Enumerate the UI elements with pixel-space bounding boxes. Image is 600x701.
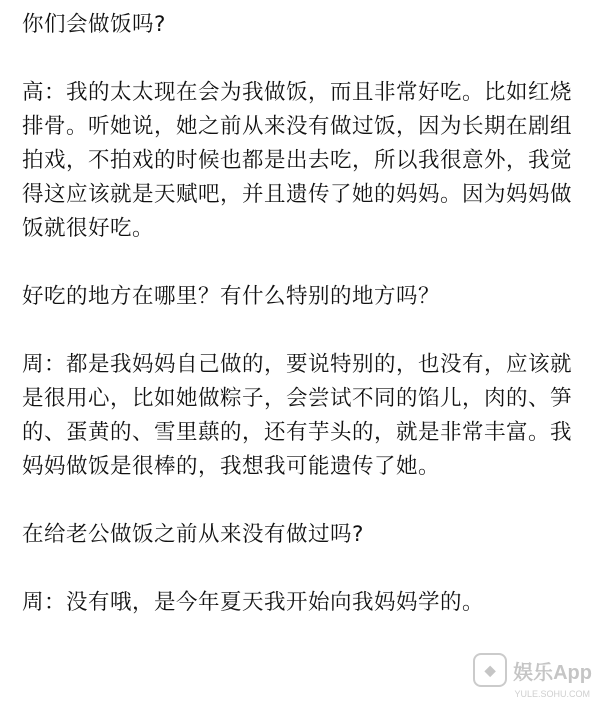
question-special: 好吃的地方在哪里？有什么特别的地方吗？: [22, 284, 441, 309]
watermark: [473, 653, 592, 687]
paragraph-gap: [22, 246, 582, 280]
paragraph-gap: [22, 314, 582, 348]
question-cooking: 你们会做饭吗?: [22, 12, 166, 37]
watermark-logo-icon: ◆: [473, 653, 507, 687]
question-before: 在给老公做饭之前从来没有做过吗?: [22, 522, 364, 547]
watermark-text: 娱乐App: [513, 661, 592, 684]
answer-gao: 高：我的太太现在会为我做饭，而且非常好吃。比如红烧排骨。听她说，她之前从来没有做过饭，因为长期在剧组拍戏，不拍戏的时候也都是出去吃，所以我很意外，我觉得这应该就是天赋吧，并且遗传了她的妈妈。因为妈妈做饭就很好吃。: [22, 80, 573, 241]
paragraph-gap: [22, 484, 582, 518]
paragraph-gap: [22, 42, 582, 76]
paragraph-gap: [22, 552, 582, 586]
article-body: [22, 8, 582, 620]
answer-zhou-2: 周：没有哦，是今年夏天我开始向我妈妈学的。: [22, 590, 485, 615]
watermark-subtext: YULE.SOHU.COM: [514, 689, 590, 699]
answer-zhou-1: 周：都是我妈妈自己做的，要说特别的，也没有，应该就是很用心，比如她做粽子，会尝试不同的馅儿，肉的、笋的、蛋黄的、雪里蕻的，还有芋头的，就是非常丰富。我妈妈做饭是很棒的，我想我可能遗传了她。: [22, 352, 573, 479]
